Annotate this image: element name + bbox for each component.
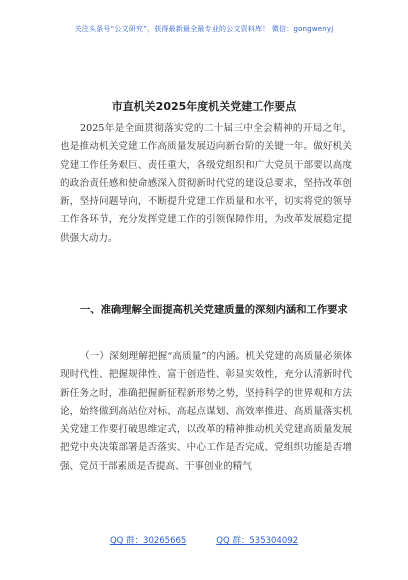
top-banner: 关注头条号“公文研究”，获得最新最全最专业的公文资料库！ 微信：gongwenyj — [74, 25, 334, 33]
qq-group-2 — [216, 534, 298, 546]
section-paragraph: （一）深刻理解把握“高质量”的内涵。机关党建的高质量必须体现时代性、把握规律性、富于创造性、彰显实效性，充分认清新时代新任务之时，准确把握新征程新形势之势，坚持科学的世界观和方法论，始终做到高站位对标、高起点谋划、高效率推进、高质量落实机关党建工作要打破思维定式，以改革的精神推动机关党建高质量发展把党中央决策部署是否落实、中心工作是否完成、党组织功能是否增强、党员干部素质是否提高、干事创业的精气 — [60, 351, 352, 472]
qq-group-1-label: QQ 群： — [109, 536, 144, 546]
qq-group-1 — [110, 534, 186, 546]
section-heading: 一、准确理解全面提高机关党建质量的深刻内涵和工作要求 — [80, 304, 348, 316]
document-title: 市直机关2025年度机关党建工作要点 — [111, 100, 297, 113]
qq-group-2-label: QQ 群： — [216, 536, 250, 546]
qq-group-2-number: 535304092 — [249, 536, 299, 546]
qq-group-1-number: 30265665 — [143, 536, 187, 546]
footer-contact — [0, 534, 408, 546]
intro-paragraph: 2025年是全面贯彻落实党的二十届三中全会精神的开局之年，也是推动机关党建工作高质量发展迈向新台阶的关键一年。做好机关党建工作任务艰巨、责任重大，各级党组织和广大党员干部要以高度的政治责任感和使命感深入贯彻新时代党的建设总要求，坚持改革创新，坚持问题导向，不断提升党建工作质量和水平，切实将党的领导工作各环节，充分发挥党建工作的引领保障作用，为改革发展稳定提供强大动力。 — [60, 123, 352, 244]
